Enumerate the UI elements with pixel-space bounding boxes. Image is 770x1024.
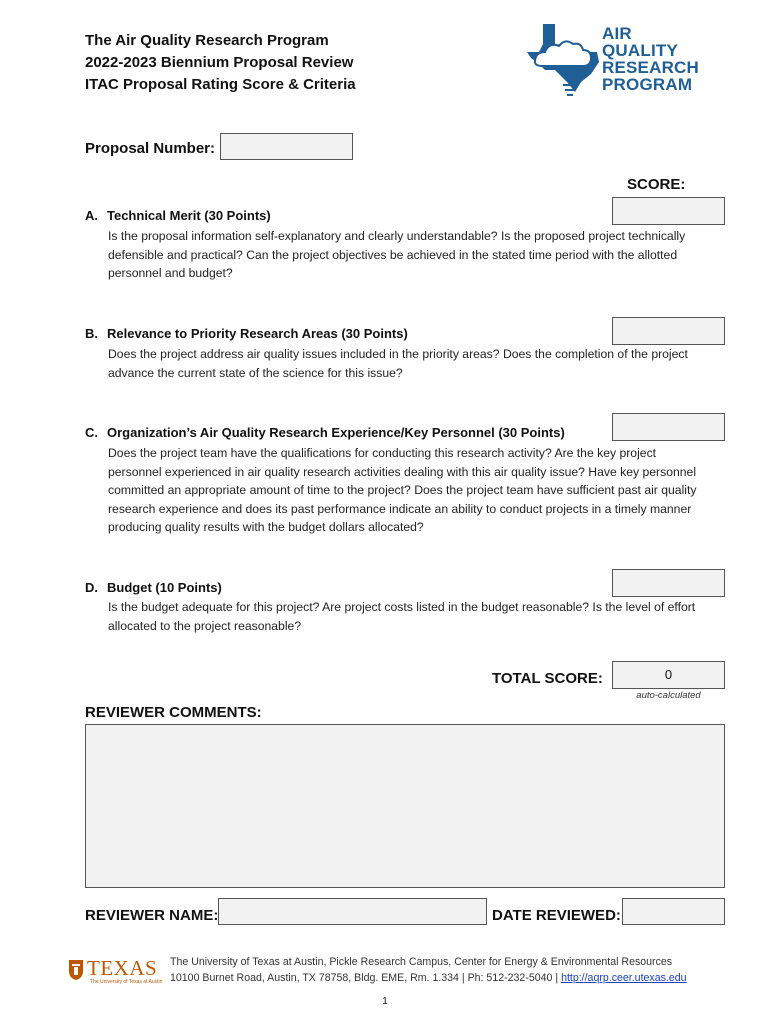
aqrp-logo (525, 22, 705, 100)
proposal-number-label: Proposal Number: (85, 140, 216, 157)
title-line-1: The Air Quality Research Program (85, 32, 329, 49)
website-link[interactable]: http://aqrp.ceer.utexas.edu (561, 972, 687, 984)
ut-logo-subtitle: The University of Texas at Austin (90, 979, 163, 985)
section-c-score-input[interactable] (612, 413, 725, 441)
title-line-2: 2022-2023 Biennium Proposal Review (85, 54, 354, 71)
section-c-title (85, 425, 565, 440)
logo-text (602, 25, 699, 93)
page-number: 1 (382, 996, 388, 1007)
footer-line-1: The University of Texas at Austin, Pickle Research Campus, Center for Energy & Environmental Resources (170, 956, 673, 968)
section-b-description: Does the project address air quality issues included in the priority areas? Does the completion of the project advance the current state of the science for this issue? (108, 347, 688, 380)
section-c-description: Does the project team have the qualifications for conducting this research activity? Are the key project personnel experienced in air quality research activities dealing with this air quality issue? Have key personnel committed an appropriate amount of time to the project? Does the project team have sufficient past air quality research experience and does its past performance indicate an ability to conduct projects in a timely manner producing quality results with the budget dollars allocated? (108, 446, 697, 535)
proposal-number-input[interactable] (220, 133, 353, 160)
logo-line-4: PROGRAM (602, 75, 693, 94)
section-a-score-input[interactable] (612, 197, 725, 225)
section-letter: D. (85, 580, 98, 595)
total-score-field: 0 (612, 661, 725, 689)
section-d-description: Is the budget adequate for this project? Are project costs listed in the budget reasonable? Is the level of effort allocated to the project reasonable? (108, 600, 696, 633)
date-reviewed-input[interactable] (622, 898, 725, 925)
ut-austin-logo (68, 956, 163, 990)
score-column-header: SCORE: (627, 176, 686, 193)
section-letter: A. (85, 208, 98, 223)
footer-contact: 10100 Burnet Road, Austin, TX 78758, Bldg. EME, Rm. 1.334 | Ph: 512-232-5040 | (170, 972, 562, 984)
section-title-text: Budget (10 Points) (107, 580, 222, 595)
section-a-title (85, 208, 271, 223)
logo-line-1: AIR (602, 24, 632, 43)
reviewer-comments-label: REVIEWER COMMENTS: (85, 704, 262, 721)
reviewer-comments-textarea[interactable] (85, 724, 725, 888)
reviewer-name-input[interactable] (218, 898, 487, 925)
texas-cloud-icon (525, 22, 603, 98)
section-title-text: Organization’s Air Quality Research Experience/Key Personnel (30 Points) (107, 425, 565, 440)
section-b-title (85, 326, 408, 341)
section-d-score-input[interactable] (612, 569, 725, 597)
total-score-label: TOTAL SCORE: (492, 670, 603, 687)
section-title-text: Technical Merit (30 Points) (107, 208, 271, 223)
document-title (85, 30, 356, 96)
section-letter: B. (85, 326, 98, 341)
section-a-description: Is the proposal information self-explanatory and clearly understandable? Is the proposed project technically defensible and practical? Can the project objectives be achieved in the stated time period with the allotted personnel and budget? (108, 229, 686, 281)
footer-address (170, 954, 730, 986)
reviewer-name-label: REVIEWER NAME: (85, 907, 219, 924)
auto-calculated-note: auto-calculated (636, 690, 701, 701)
date-reviewed-label: DATE REVIEWED: (492, 907, 621, 924)
footer-line-2 (170, 970, 730, 986)
section-d-title (85, 580, 222, 595)
ut-logo-text: TEXAS (87, 956, 158, 980)
section-letter: C. (85, 425, 98, 440)
section-b-score-input[interactable] (612, 317, 725, 345)
title-line-3: ITAC Proposal Rating Score & Criteria (85, 76, 356, 93)
ut-seal-icon (68, 959, 84, 981)
logo-line-3: RESEARCH (602, 58, 700, 77)
section-title-text: Relevance to Priority Research Areas (30 Points) (107, 326, 408, 341)
logo-line-2: QUALITY (602, 41, 679, 60)
